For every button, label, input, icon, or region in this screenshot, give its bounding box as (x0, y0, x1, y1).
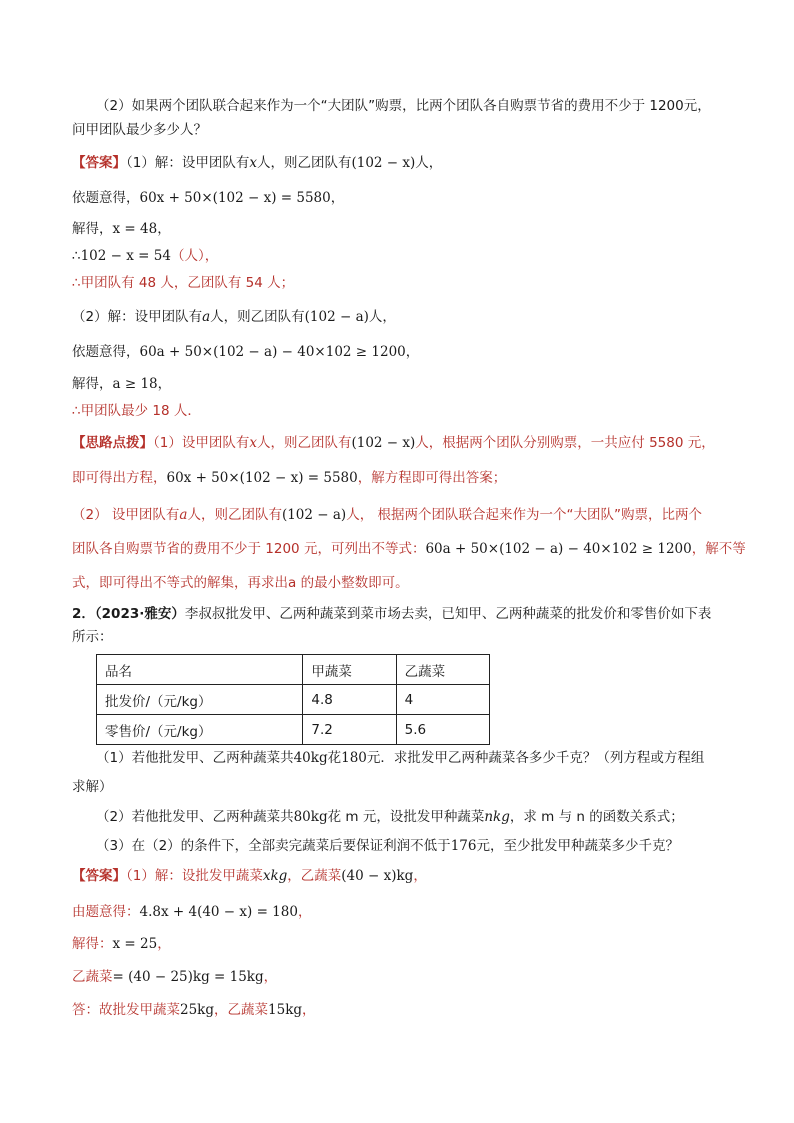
answer-text: ， (263, 969, 278, 985)
hint-text: ，解方程即可得出答案； (357, 470, 507, 486)
answer-text: ∴ (72, 248, 81, 264)
answer-line-4 (72, 246, 218, 266)
answer-line-5: ∴甲团队有 48 人，乙团队有 54 人； (72, 275, 295, 291)
table-cell: 甲蔬菜 (303, 655, 396, 685)
answer-text: （2）解：设甲团队有 (72, 309, 203, 325)
math-var: x (249, 155, 257, 171)
answer2-line-3 (72, 934, 171, 954)
math-value: 176 (450, 838, 477, 854)
hint-text: （1）设甲团队有 (153, 435, 250, 451)
hint-tag: 【思路点拨】 (72, 435, 153, 451)
table-cell: 零售价/（元/kg） (97, 715, 303, 745)
question-text: 花 m 元，设批发甲种蔬菜 (327, 809, 485, 825)
question-text: （1）若他批发甲、乙两种蔬菜共 (96, 750, 294, 766)
answer-text: 由题意得： (72, 904, 140, 920)
question-text: （2）若他批发甲、乙两种蔬菜共 (96, 809, 294, 825)
hint-text: 即可得出方程， (72, 470, 167, 486)
question-part2-line2: 问甲团队最少多少人？ (72, 122, 207, 138)
question2-sub1-line1 (96, 748, 704, 768)
math-value: nkg (484, 809, 510, 825)
math-value: 15kg (268, 1002, 303, 1018)
math-value: 40kg (293, 750, 328, 766)
answer-text: （1）解：设批发甲蔬菜 (126, 868, 263, 884)
math-equation: 60x + 50×(102 − x) = 5580 (139, 190, 331, 206)
math-value: 25kg (180, 1002, 215, 1018)
answer-text: ， (330, 190, 345, 206)
question-text: 花 (327, 750, 342, 766)
question2-sub3 (96, 836, 679, 856)
answer-line-6 (72, 307, 396, 327)
table-header-row (97, 655, 490, 685)
table-cell: 4 (396, 685, 489, 715)
answer-line-9: ∴甲团队最少 18 人． (72, 403, 201, 419)
hint-text: 人，根据两个团队分别购票，一共应付 5580 元， (415, 435, 715, 451)
math-inequality: a ≥ 18 (112, 376, 158, 392)
math-equation: 102 − x = 54 (80, 248, 171, 264)
question-part2-line1: （2）如果两个团队联合起来作为一个“大团队”购票，比两个团队各自购票节省的费用不少于 1200元， (96, 98, 711, 114)
math-equation: x = 48 (112, 221, 158, 237)
answer-text: 解得： (72, 936, 113, 952)
question-number: 2． (72, 606, 95, 622)
table-cell: 品名 (97, 655, 303, 685)
hint-text: （2） 设甲团队有 (72, 507, 180, 523)
answer-tag: 【答案】 (72, 868, 126, 884)
answer-text: ， (157, 221, 171, 237)
hint-text: 人， 根据两个团队联合起来作为一个“大团队”购票，比两个 (346, 507, 702, 523)
answer-line-1 (72, 153, 442, 173)
math-value: 80kg (293, 809, 328, 825)
answer-text: ， (297, 904, 312, 920)
hint-line-3 (72, 505, 702, 525)
answer-text: ，乙蔬菜 (287, 868, 342, 884)
answer-text: 乙蔬菜 (72, 969, 113, 985)
answer2-line-2 (72, 902, 311, 922)
price-table (96, 654, 490, 745)
question-source: （2023·雅安） (94, 606, 185, 622)
hint-text: 团队各自购票节省的费用不少于 1200 元，可列出不等式： (72, 541, 426, 557)
hint-line-1 (72, 433, 715, 453)
math-var: a (179, 507, 188, 523)
answer-text: ， (302, 1002, 316, 1018)
question2-line-1 (72, 604, 711, 624)
answer-text: 人， (368, 309, 396, 325)
math-expr: (40 − x)kg (341, 868, 414, 884)
math-var: a (202, 309, 211, 325)
answer-text: 依题意得， (72, 344, 140, 360)
question-text: 元．求批发甲乙两种蔬菜各多少千克？（列方程或方程组 (366, 750, 705, 766)
table-cell: 批发价/（元/kg） (97, 685, 303, 715)
table-row (97, 715, 490, 745)
question-text: ，求 m 与 n 的函数关系式； (509, 809, 684, 825)
answer-text: 解得， (72, 221, 113, 237)
math-equation: 4.8x + 4(40 − x) = 180 (139, 904, 298, 920)
math-expr: (102 − x) (351, 155, 416, 171)
math-value: xkg (262, 868, 288, 884)
question2-line-2: 所示： (72, 629, 113, 645)
math-expr: (102 − a) (304, 309, 369, 325)
math-value: 180 (341, 750, 367, 766)
answer-line-7 (72, 342, 419, 362)
answer-text: ， (413, 868, 427, 884)
table-cell: 乙蔬菜 (396, 655, 489, 685)
answer-text: （人）， (170, 248, 219, 264)
answer-text: ， (157, 936, 171, 952)
math-equation: = (40 − 25)kg = 15kg (112, 969, 264, 985)
answer-line-3 (72, 219, 171, 239)
question-text: 李叔叔批发甲、乙两种蔬菜到菜市场去卖，已知甲、乙两种蔬菜的批发价和零售价如下表 (184, 606, 712, 622)
answer2-line-5 (72, 1000, 316, 1020)
question-text: 元，至少批发甲种蔬菜多少千克？ (476, 838, 679, 854)
math-var: x (249, 435, 257, 451)
answer2-line-4 (72, 967, 277, 987)
answer-text: 答：故批发甲蔬菜 (72, 1002, 180, 1018)
question2-sub2 (96, 807, 684, 827)
math-inequality: 60a + 50×(102 − a) − 40×102 ≥ 1200 (425, 541, 692, 557)
math-inequality: 60a + 50×(102 − a) − 40×102 ≥ 1200 (139, 344, 406, 360)
answer-text: 人，则乙团队有 (210, 309, 305, 325)
answer-line-8 (72, 374, 171, 394)
answer-tag: 【答案】 (72, 155, 126, 171)
math-equation: x = 25 (112, 936, 158, 952)
answer-text: 解得， (72, 376, 113, 392)
math-expr: (102 − x) (351, 435, 416, 451)
answer-line-2 (72, 188, 344, 208)
answer-text: 人， (415, 155, 443, 171)
hint-line-5: 式，即可得出不等式的解集，再求出a 的最小整数即可。 (72, 575, 409, 591)
answer-text: （1）解：设甲团队有 (126, 155, 250, 171)
table-cell: 5.6 (396, 715, 489, 745)
hint-text: 人，则乙团队有 (256, 435, 352, 451)
answer2-line-1 (72, 866, 427, 886)
table-cell: 7.2 (303, 715, 396, 745)
question-text: （3）在（2）的条件下，全部卖完蔬菜后要保证利润不低于 (96, 838, 451, 854)
math-equation: 60x + 50×(102 − x) = 5580 (166, 470, 358, 486)
hint-text: 人，则乙团队有 (187, 507, 282, 523)
answer-text: ， (157, 376, 172, 392)
hint-line-2 (72, 468, 506, 488)
question2-sub1-line2: 求解） (72, 779, 113, 795)
math-expr: (102 − a) (281, 507, 347, 523)
table-row (97, 685, 490, 715)
answer-text: ，乙蔬菜 (214, 1002, 269, 1018)
answer-text: 依题意得， (72, 190, 140, 206)
hint-text: ，解不等 (691, 541, 746, 557)
hint-line-4 (72, 539, 746, 559)
answer-text: 人，则乙团队有 (256, 155, 352, 171)
table-cell: 4.8 (303, 685, 396, 715)
answer-text: ， (405, 344, 420, 360)
